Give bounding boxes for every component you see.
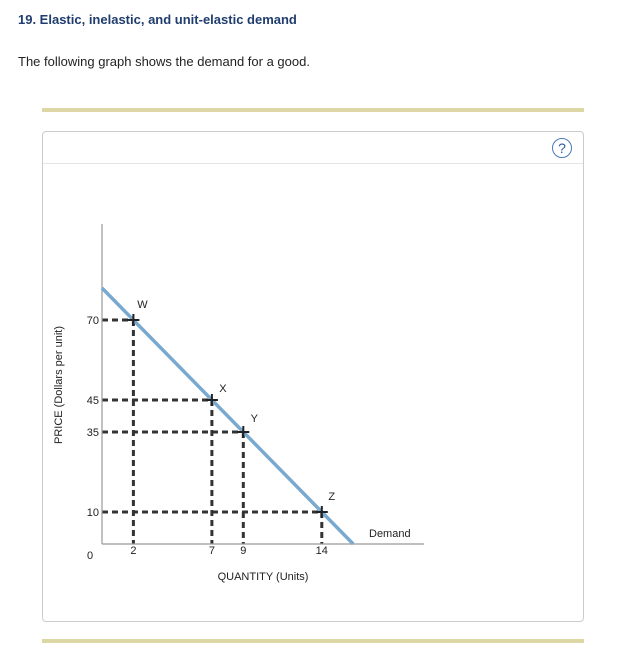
demand-line [102,288,353,544]
y-tick-label: 10 [86,507,99,519]
origin-label: 0 [86,550,94,562]
demand-label: Demand [369,528,411,540]
x-tick-label: 9 [240,545,247,557]
point-label: W [137,299,148,311]
y-tick-label: 45 [86,395,99,407]
question-text: The following graph shows the demand for a good. [18,54,310,69]
x-tick-label: 14 [315,545,328,557]
y-tick-label: 70 [86,315,99,327]
point-label: Z [328,491,336,503]
point-label: Y [250,413,258,425]
point-label: X [219,383,227,395]
x-tick-label: 2 [130,545,137,557]
y-tick-label: 35 [86,427,99,439]
x-tick-label: 7 [208,545,215,557]
help-icon: ? [558,140,566,156]
question-title: 19. Elastic, inelastic, and unit-elastic demand [18,12,297,27]
y-axis-title: PRICE (Dollars per unit) [53,326,65,444]
x-axis-title: QUANTITY (Units) [217,571,309,583]
